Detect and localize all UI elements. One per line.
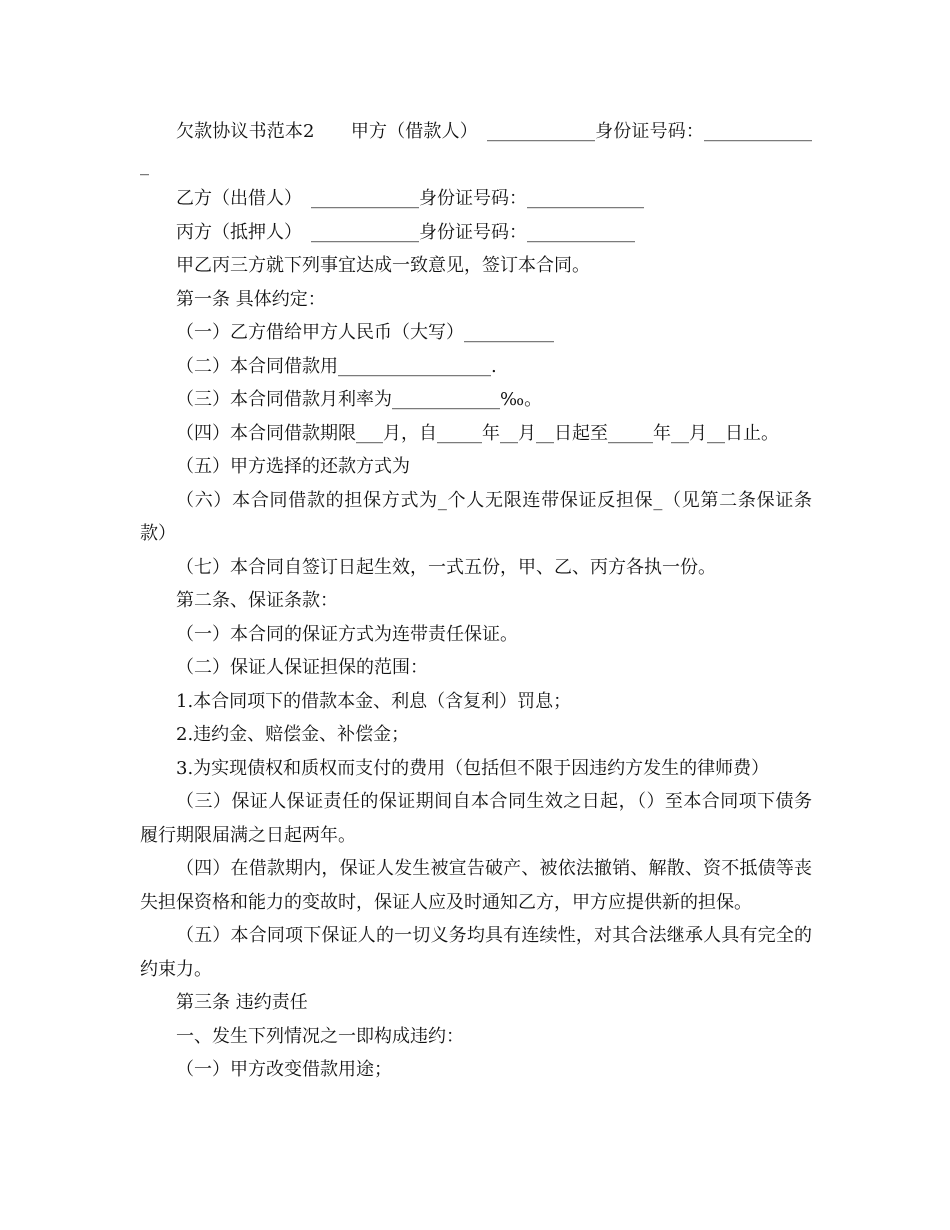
article-1-clause-5: （五）甲方选择的还款方式为: [176, 456, 410, 477]
breach-intro: 一、发生下列情况之一即构成违约：: [176, 1025, 464, 1047]
article-1-heading: 第一条 具体约定：: [176, 288, 326, 310]
guarantee-scope-item-2: 2.违约金、赔偿金、补偿金；: [176, 724, 410, 745]
guarantee-scope-item-3: 3.为实现债权和质权而支付的费用（包括但不限于因违约方发生的律师费）: [176, 757, 770, 779]
article-3-heading: 第三条 违约责任: [176, 992, 308, 1013]
guarantee-scope-item-1: 1.本合同项下的借款本金、利息（含复利）罚息；: [176, 690, 572, 712]
article-2-clause-4: （四）在借款期内，保证人发生被宣告破产、被依法撤销、解散、资不抵债等丧失担保资格和能力的变故时，保证人应及时通知乙方，甲方应提供新的担保。: [140, 858, 812, 913]
party-c-line: 丙方（抵押人） ____________身份证号码：____________: [176, 221, 635, 243]
document-body: [140, 115, 812, 1087]
agreement-intro: 甲乙丙三方就下列事宜达成一致意见，签订本合同。: [176, 255, 590, 276]
article-2-clause-3: （三）保证人保证责任的保证期间自本合同生效之日起，（）至本合同项下债务履行期限届满之日起两年。: [140, 791, 812, 846]
article-1-clause-1: （一）乙方借给甲方人民币（大写）__________: [176, 322, 554, 343]
article-2-clause-2: （二）保证人保证担保的范围：: [176, 657, 428, 678]
article-1-clause-4: （四）本合同借款期限___月，自_____年__月__日起至_____年__月__日止。: [176, 422, 779, 444]
article-1-clause-7: （七）本合同自签订日起生效，一式五份，甲、乙、丙方各执一份。: [176, 556, 716, 578]
article-2-clause-5: （五）本合同项下保证人的一切义务均具有连续性，对其合法继承人具有完全的约束力。: [140, 925, 812, 980]
article-2-clause-1: （一）本合同的保证方式为连带责任保证。: [176, 623, 518, 645]
title-parties-line: 欠款协议书范本2 甲方（借款人） ____________身份证号码：_____________: [140, 121, 812, 176]
breach-item-1: （一）甲方改变借款用途；: [176, 1059, 392, 1080]
party-b-line: 乙方（出借人） ____________身份证号码：_____________: [176, 188, 644, 209]
article-1-clause-6: （六）本合同借款的担保方式为_个人无限连带保证反担保_（见第二条保证条款）: [140, 489, 812, 544]
article-1-clause-3: （三）本合同借款月利率为____________‰。: [176, 389, 543, 410]
article-1-clause-2: （二）本合同借款用_________________.: [176, 355, 497, 377]
article-2-heading: 第二条、保证条款：: [176, 590, 338, 611]
